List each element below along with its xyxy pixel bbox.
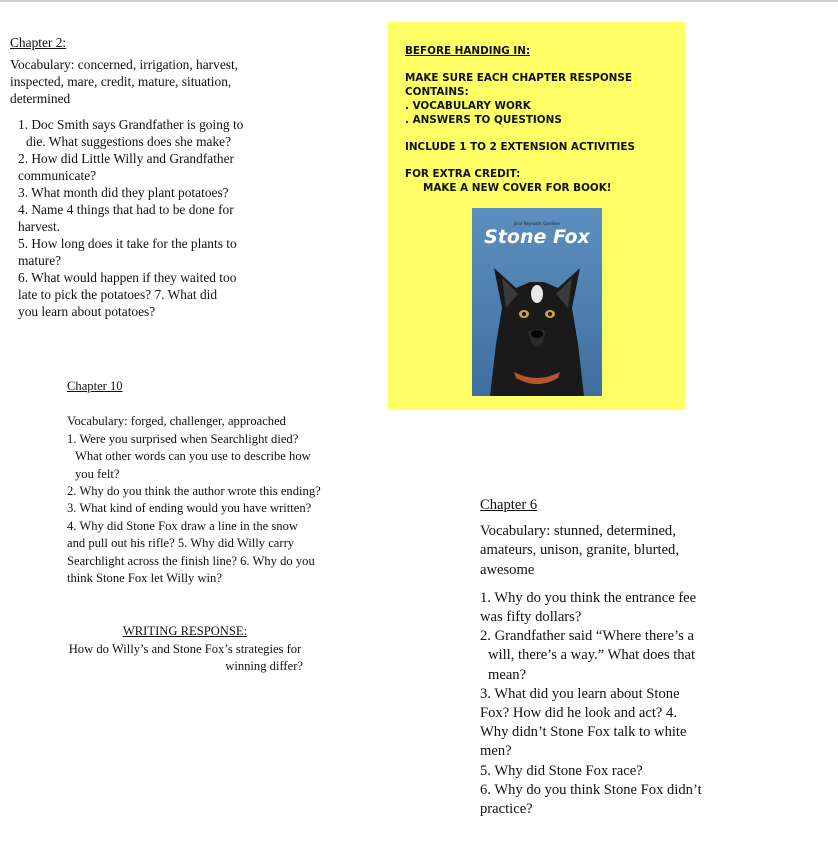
instruction-line: MAKE SURE EACH CHAPTER RESPONSE bbox=[405, 72, 632, 84]
question-line: men? bbox=[480, 743, 512, 760]
instructions-text bbox=[405, 44, 680, 195]
writing-response-line: winning differ? bbox=[225, 659, 303, 674]
chapter-6-vocabulary bbox=[480, 522, 735, 580]
question-line: 1. Doc Smith says Grandfather is going to bbox=[18, 117, 244, 132]
chapter-10-section bbox=[67, 378, 329, 676]
text-line: Searchlight across the finish line? 6. Why do you bbox=[67, 553, 315, 568]
chapter-6-title: Chapter 6 bbox=[480, 497, 538, 513]
book-title: Stone Fox bbox=[484, 226, 590, 248]
top-divider bbox=[0, 0, 838, 2]
question-line: 5. Why did Stone Fox race? bbox=[480, 762, 643, 779]
text-line: and pull out his rifle? 5. Why did Willy carry bbox=[67, 536, 295, 551]
question-line: harvest. bbox=[18, 219, 61, 234]
question-line: die. What suggestions does she make? bbox=[26, 134, 232, 149]
chapter-10-lines bbox=[67, 413, 329, 587]
extra-credit-line: FOR EXTRA CREDIT: bbox=[405, 168, 521, 180]
instruction-line: . ANSWERS TO QUESTIONS bbox=[405, 114, 562, 126]
chapter-6-section bbox=[480, 496, 735, 819]
question-line: late to pick the potatoes? 7. What did bbox=[18, 287, 218, 302]
text-line: 4. Why did Stone Fox draw a line in the snow bbox=[67, 518, 298, 533]
writing-response-line: How do Willy’s and Stone Fox’s strategies for bbox=[68, 641, 302, 656]
writing-response-title: WRITING RESPONSE: bbox=[122, 624, 248, 639]
question-line: 3. What did you learn about Stone bbox=[480, 685, 680, 702]
chapter-2-title: Chapter 2: bbox=[10, 35, 67, 50]
question-line: 6. What would happen if they waited too bbox=[18, 270, 237, 285]
vocab-line: Vocabulary: stunned, determined, bbox=[480, 523, 676, 540]
question-line: practice? bbox=[480, 801, 533, 818]
question-line: you learn about potatoes? bbox=[18, 304, 156, 319]
text-line: 1. Were you surprised when Searchlight died? bbox=[67, 431, 299, 446]
question-line: 6. Why do you think Stone Fox didn’t bbox=[480, 781, 702, 798]
text-line: you felt? bbox=[75, 466, 120, 481]
chapter-2-questions bbox=[10, 116, 272, 320]
chapter-10-title: Chapter 10 bbox=[67, 379, 123, 393]
text-line: think Stone Fox let Willy win? bbox=[67, 571, 222, 586]
question-line: 5. How long does it take for the plants to bbox=[18, 236, 237, 251]
instruction-line: . VOCABULARY WORK bbox=[405, 100, 531, 112]
text-line: What other words can you use to describe how bbox=[75, 449, 311, 464]
question-line: 1. Why do you think the entrance fee bbox=[480, 589, 697, 606]
question-line: mature? bbox=[18, 253, 62, 268]
cover-task-line: MAKE A NEW COVER FOR BOOK! bbox=[423, 182, 612, 194]
question-line: Why didn’t Stone Fox talk to white bbox=[480, 724, 687, 741]
question-line: 2. How did Little Willy and Grandfather bbox=[18, 151, 235, 166]
question-line: mean? bbox=[488, 666, 527, 683]
text-line: 3. What kind of ending would you have written? bbox=[67, 501, 312, 516]
text-line: 2. Why do you think the author wrote this ending? bbox=[67, 484, 321, 499]
instructions-box bbox=[388, 22, 685, 410]
question-line: communicate? bbox=[18, 168, 97, 183]
question-line: was fifty dollars? bbox=[480, 609, 582, 626]
book-cover-image bbox=[472, 208, 602, 396]
extension-line: INCLUDE 1 TO 2 EXTENSION ACTIVITIES bbox=[405, 141, 635, 153]
chapter-6-questions bbox=[480, 589, 735, 819]
question-line: 2. Grandfather said “Where there’s a bbox=[480, 628, 694, 645]
chapter-2-vocabulary bbox=[10, 56, 272, 107]
text-line: Vocabulary: forged, challenger, approached bbox=[67, 414, 286, 429]
book-author: John Reynolds Gardiner bbox=[513, 221, 561, 226]
vocab-line: amateurs, unison, granite, blurted, bbox=[480, 542, 679, 559]
question-line: will, there’s a way.” What does that bbox=[488, 647, 696, 664]
instruction-line: CONTAINS: bbox=[405, 86, 469, 98]
instructions-heading: BEFORE HANDING IN: bbox=[405, 45, 531, 57]
vocab-line: Vocabulary: concerned, irrigation, harvest, bbox=[10, 57, 239, 72]
question-line: 4. Name 4 things that had to be done for bbox=[18, 202, 234, 217]
writing-response bbox=[67, 623, 303, 675]
question-line: Fox? How did he look and act? 4. bbox=[480, 705, 677, 722]
question-line: 3. What month did they plant potatoes? bbox=[18, 185, 229, 200]
husky-dog-illustration bbox=[472, 248, 602, 396]
vocab-line: determined bbox=[10, 91, 71, 106]
vocab-line: awesome bbox=[480, 561, 535, 578]
chapter-2-section bbox=[10, 34, 272, 320]
vocab-line: inspected, mare, credit, mature, situation, bbox=[10, 74, 232, 89]
